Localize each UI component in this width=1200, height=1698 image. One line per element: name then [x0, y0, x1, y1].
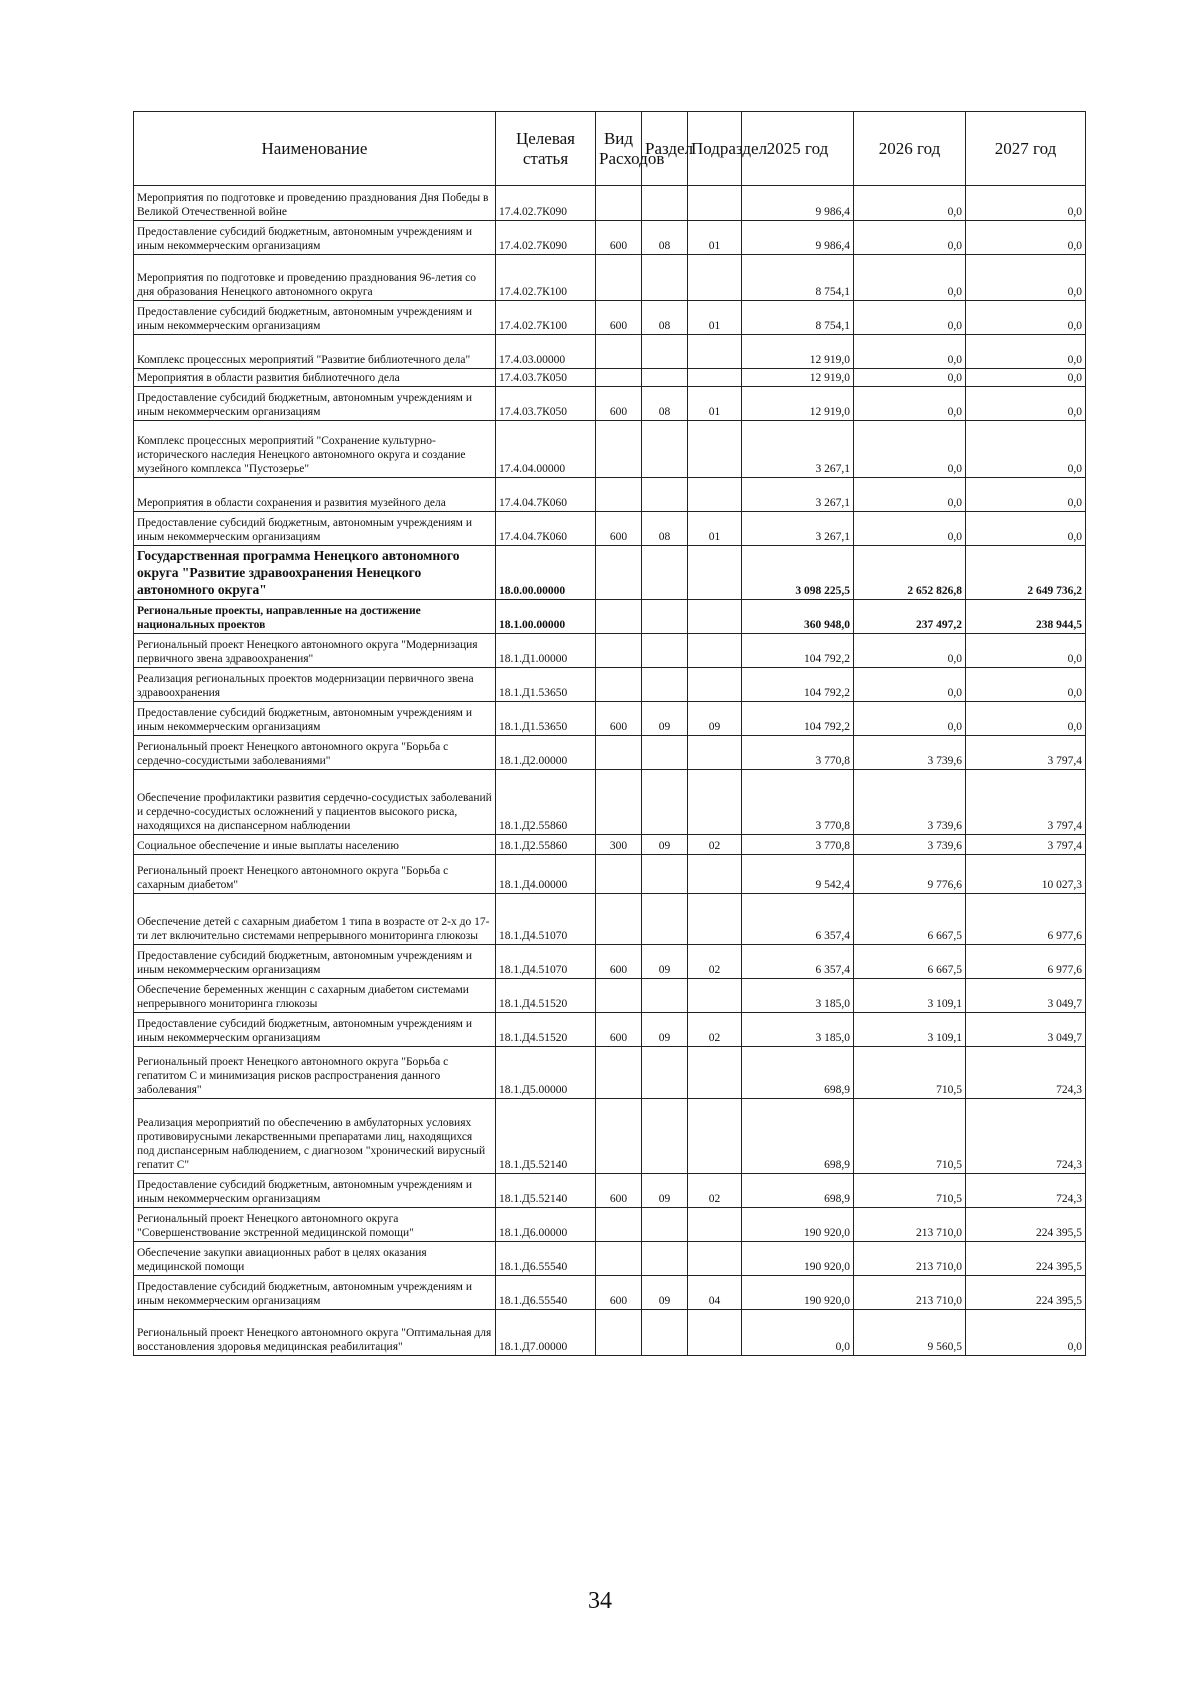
row-amount-2027: 0,0	[966, 186, 1086, 221]
row-expense-type: 600	[596, 1276, 642, 1310]
row-section	[642, 478, 688, 512]
row-subsection: 09	[688, 702, 742, 736]
row-target-article: 17.4.02.7К100	[496, 255, 596, 301]
row-subsection	[688, 894, 742, 945]
row-name: Обеспечение детей с сахарным диабетом 1 типа в возрасте от 2-х до 17-ти лет включительно системами непрерывного мониторинга глюкозы	[134, 894, 496, 945]
row-target-article: 17.4.04.00000	[496, 421, 596, 478]
row-subsection	[688, 634, 742, 668]
table-row	[134, 835, 1086, 855]
row-expense-type: 600	[596, 301, 642, 335]
row-section	[642, 1099, 688, 1174]
row-name: Предоставление субсидий бюджетным, автономным учреждениям и иным некоммерческим организациям	[134, 512, 496, 546]
row-amount-2025: 698,9	[742, 1174, 854, 1208]
row-subsection	[688, 1208, 742, 1242]
row-amount-2026: 0,0	[854, 668, 966, 702]
row-target-article: 18.1.Д1.53650	[496, 668, 596, 702]
row-amount-2027: 724,3	[966, 1047, 1086, 1099]
table-row	[134, 1047, 1086, 1099]
row-amount-2025: 3 098 225,5	[742, 546, 854, 600]
row-name: Мероприятия в области развития библиотечного дела	[134, 369, 496, 387]
row-name: Региональные проекты, направленные на достижение национальных проектов	[134, 600, 496, 634]
row-target-article: 18.1.Д2.55860	[496, 770, 596, 835]
row-name: Мероприятия по подготовке и проведению празднования Дня Победы в Великой Отечественной войне	[134, 186, 496, 221]
row-expense-type: 600	[596, 1174, 642, 1208]
row-subsection	[688, 335, 742, 369]
row-name: Региональный проект Ненецкого автономного округа "Борьба с сахарным диабетом"	[134, 855, 496, 894]
row-amount-2026: 0,0	[854, 301, 966, 335]
row-section	[642, 1208, 688, 1242]
row-target-article: 18.1.Д1.00000	[496, 634, 596, 668]
table-row	[134, 600, 1086, 634]
row-section	[642, 1242, 688, 1276]
table-row	[134, 855, 1086, 894]
row-section	[642, 894, 688, 945]
table-row	[134, 301, 1086, 335]
table-row	[134, 1242, 1086, 1276]
row-amount-2026: 0,0	[854, 221, 966, 255]
row-subsection	[688, 736, 742, 770]
row-subsection: 02	[688, 1013, 742, 1047]
row-amount-2026: 213 710,0	[854, 1208, 966, 1242]
row-amount-2026: 9 776,6	[854, 855, 966, 894]
table-row	[134, 421, 1086, 478]
row-amount-2026: 9 560,5	[854, 1310, 966, 1356]
row-expense-type	[596, 369, 642, 387]
row-section	[642, 634, 688, 668]
row-amount-2026: 2 652 826,8	[854, 546, 966, 600]
table-row	[134, 1208, 1086, 1242]
row-amount-2027: 3 049,7	[966, 1013, 1086, 1047]
row-subsection: 04	[688, 1276, 742, 1310]
row-amount-2027: 3 797,4	[966, 736, 1086, 770]
row-name: Региональный проект Ненецкого автономного округа "Оптимальная для восстановления здоровья медицинская реабилитация"	[134, 1310, 496, 1356]
row-target-article: 17.4.02.7К090	[496, 221, 596, 255]
row-amount-2026: 710,5	[854, 1099, 966, 1174]
row-name: Мероприятия в области сохранения и развития музейного дела	[134, 478, 496, 512]
row-amount-2027: 0,0	[966, 369, 1086, 387]
row-section	[642, 546, 688, 600]
row-subsection	[688, 600, 742, 634]
row-name: Предоставление субсидий бюджетным, автономным учреждениям и иным некоммерческим организациям	[134, 301, 496, 335]
row-expense-type	[596, 634, 642, 668]
table-row	[134, 736, 1086, 770]
row-name: Комплекс процессных мероприятий "Развитие библиотечного дела"	[134, 335, 496, 369]
row-expense-type	[596, 855, 642, 894]
row-amount-2027: 0,0	[966, 668, 1086, 702]
row-name: Государственная программа Ненецкого автономного округа "Развитие здравоохранения Ненецкого автономного округа"	[134, 546, 496, 600]
table-row	[134, 770, 1086, 835]
row-target-article: 18.1.Д6.55540	[496, 1276, 596, 1310]
row-subsection: 01	[688, 512, 742, 546]
row-amount-2025: 9 542,4	[742, 855, 854, 894]
row-amount-2027: 0,0	[966, 634, 1086, 668]
table-row	[134, 979, 1086, 1013]
row-expense-type: 300	[596, 835, 642, 855]
row-expense-type	[596, 668, 642, 702]
row-amount-2027: 0,0	[966, 301, 1086, 335]
row-subsection	[688, 478, 742, 512]
row-amount-2026: 0,0	[854, 478, 966, 512]
row-target-article: 18.1.Д2.00000	[496, 736, 596, 770]
row-amount-2026: 6 667,5	[854, 945, 966, 979]
row-name: Комплекс процессных мероприятий "Сохранение культурно-исторического наследия Ненецкого автономного округа и создание музейного комплекса "Пустозерье"	[134, 421, 496, 478]
row-target-article: 18.1.Д5.52140	[496, 1099, 596, 1174]
row-amount-2027: 0,0	[966, 1310, 1086, 1356]
row-amount-2027: 224 395,5	[966, 1208, 1086, 1242]
row-amount-2027: 2 649 736,2	[966, 546, 1086, 600]
row-expense-type	[596, 1208, 642, 1242]
row-section: 09	[642, 835, 688, 855]
row-name: Региональный проект Ненецкого автономного округа "Совершенствование экстренной медицинской помощи"	[134, 1208, 496, 1242]
row-target-article: 18.1.Д4.00000	[496, 855, 596, 894]
row-name: Предоставление субсидий бюджетным, автономным учреждениям и иным некоммерческим организациям	[134, 387, 496, 421]
row-amount-2026: 3 739,6	[854, 835, 966, 855]
table-row	[134, 1174, 1086, 1208]
row-amount-2026: 6 667,5	[854, 894, 966, 945]
row-amount-2026: 0,0	[854, 335, 966, 369]
row-subsection	[688, 979, 742, 1013]
row-target-article: 18.1.Д5.52140	[496, 1174, 596, 1208]
row-subsection	[688, 1242, 742, 1276]
row-target-article: 18.1.Д1.53650	[496, 702, 596, 736]
row-name: Региональный проект Ненецкого автономного округа "Модернизация первичного звена здравоохранения"	[134, 634, 496, 668]
row-subsection	[688, 546, 742, 600]
row-expense-type: 600	[596, 221, 642, 255]
row-amount-2026: 0,0	[854, 255, 966, 301]
row-subsection: 01	[688, 387, 742, 421]
row-target-article: 18.1.Д6.00000	[496, 1208, 596, 1242]
row-name: Региональный проект Ненецкого автономного округа "Борьба с гепатитом С и минимизация рисков распространения данного заболевания"	[134, 1047, 496, 1099]
row-amount-2027: 724,3	[966, 1099, 1086, 1174]
row-target-article: 18.1.00.00000	[496, 600, 596, 634]
row-amount-2025: 3 267,1	[742, 512, 854, 546]
row-expense-type	[596, 1099, 642, 1174]
row-expense-type	[596, 478, 642, 512]
row-section	[642, 421, 688, 478]
row-expense-type	[596, 770, 642, 835]
row-subsection	[688, 1047, 742, 1099]
row-target-article: 17.4.03.00000	[496, 335, 596, 369]
row-amount-2026: 3 739,6	[854, 736, 966, 770]
row-subsection	[688, 421, 742, 478]
row-subsection	[688, 1099, 742, 1174]
row-amount-2026: 0,0	[854, 512, 966, 546]
row-amount-2027: 6 977,6	[966, 894, 1086, 945]
page-number: 34	[588, 1588, 612, 1614]
row-section: 08	[642, 301, 688, 335]
table-row	[134, 668, 1086, 702]
row-subsection: 01	[688, 301, 742, 335]
table-row	[134, 186, 1086, 221]
row-section	[642, 855, 688, 894]
row-amount-2025: 8 754,1	[742, 301, 854, 335]
table-row	[134, 634, 1086, 668]
row-amount-2026: 237 497,2	[854, 600, 966, 634]
row-amount-2026: 3 739,6	[854, 770, 966, 835]
row-amount-2025: 8 754,1	[742, 255, 854, 301]
row-section	[642, 335, 688, 369]
row-amount-2025: 9 986,4	[742, 186, 854, 221]
table-row	[134, 387, 1086, 421]
row-section	[642, 255, 688, 301]
row-expense-type	[596, 186, 642, 221]
row-target-article: 18.1.Д7.00000	[496, 1310, 596, 1356]
row-name: Предоставление субсидий бюджетным, автономным учреждениям и иным некоммерческим организациям	[134, 1013, 496, 1047]
row-amount-2027: 3 049,7	[966, 979, 1086, 1013]
row-expense-type: 600	[596, 387, 642, 421]
row-amount-2025: 3 770,8	[742, 770, 854, 835]
row-amount-2027: 10 027,3	[966, 855, 1086, 894]
row-amount-2025: 12 919,0	[742, 387, 854, 421]
row-name: Социальное обеспечение и иные выплаты населению	[134, 835, 496, 855]
row-target-article: 17.4.04.7К060	[496, 478, 596, 512]
row-amount-2026: 0,0	[854, 186, 966, 221]
row-target-article: 17.4.04.7К060	[496, 512, 596, 546]
row-target-article: 18.1.Д4.51070	[496, 945, 596, 979]
row-amount-2027: 0,0	[966, 387, 1086, 421]
row-target-article: 17.4.03.7К050	[496, 369, 596, 387]
header-year-2026: 2026 год	[854, 112, 966, 186]
table-row	[134, 546, 1086, 600]
row-amount-2027: 0,0	[966, 335, 1086, 369]
row-amount-2026: 3 109,1	[854, 979, 966, 1013]
table-row	[134, 478, 1086, 512]
row-section: 09	[642, 1276, 688, 1310]
row-amount-2025: 190 920,0	[742, 1276, 854, 1310]
table-row	[134, 702, 1086, 736]
row-expense-type: 600	[596, 1013, 642, 1047]
row-section	[642, 600, 688, 634]
row-amount-2026: 0,0	[854, 387, 966, 421]
row-amount-2027: 0,0	[966, 512, 1086, 546]
row-name: Предоставление субсидий бюджетным, автономным учреждениям и иным некоммерческим организациям	[134, 1174, 496, 1208]
row-target-article: 18.1.Д2.55860	[496, 835, 596, 855]
row-amount-2025: 6 357,4	[742, 945, 854, 979]
row-expense-type	[596, 1310, 642, 1356]
row-subsection	[688, 668, 742, 702]
row-amount-2025: 104 792,2	[742, 668, 854, 702]
row-section: 09	[642, 945, 688, 979]
row-amount-2025: 360 948,0	[742, 600, 854, 634]
header-year-2027: 2027 год	[966, 112, 1086, 186]
header-row	[134, 112, 1086, 186]
row-amount-2025: 104 792,2	[742, 702, 854, 736]
row-name: Обеспечение профилактики развития сердечно-сосудистых заболеваний и сердечно-сосудистых осложнений у пациентов высокого риска, находящихся на диспансерном наблюдении	[134, 770, 496, 835]
table-body	[134, 186, 1086, 1356]
row-section	[642, 668, 688, 702]
row-amount-2026: 0,0	[854, 421, 966, 478]
row-amount-2026: 710,5	[854, 1047, 966, 1099]
row-section: 09	[642, 1013, 688, 1047]
row-name: Предоставление субсидий бюджетным, автономным учреждениям и иным некоммерческим организациям	[134, 1276, 496, 1310]
row-amount-2026: 710,5	[854, 1174, 966, 1208]
row-amount-2027: 0,0	[966, 702, 1086, 736]
row-section	[642, 369, 688, 387]
row-section: 08	[642, 221, 688, 255]
row-subsection	[688, 770, 742, 835]
table-row	[134, 221, 1086, 255]
row-amount-2025: 3 185,0	[742, 1013, 854, 1047]
row-target-article: 17.4.03.7К050	[496, 387, 596, 421]
row-target-article: 17.4.02.7К100	[496, 301, 596, 335]
row-section	[642, 770, 688, 835]
row-expense-type	[596, 736, 642, 770]
row-amount-2025: 3 267,1	[742, 478, 854, 512]
row-amount-2027: 238 944,5	[966, 600, 1086, 634]
row-expense-type: 600	[596, 945, 642, 979]
row-amount-2026: 3 109,1	[854, 1013, 966, 1047]
row-target-article: 18.0.00.00000	[496, 546, 596, 600]
table-row	[134, 1276, 1086, 1310]
row-subsection	[688, 255, 742, 301]
row-expense-type	[596, 546, 642, 600]
header-subsection: Подраздел	[688, 112, 742, 186]
row-amount-2027: 3 797,4	[966, 835, 1086, 855]
row-expense-type	[596, 600, 642, 634]
header-expense-type: Вид Расходов	[596, 112, 642, 186]
row-amount-2025: 3 770,8	[742, 835, 854, 855]
row-section	[642, 979, 688, 1013]
row-amount-2027: 0,0	[966, 221, 1086, 255]
table-row	[134, 335, 1086, 369]
table-row	[134, 1099, 1086, 1174]
row-subsection: 02	[688, 1174, 742, 1208]
row-amount-2025: 190 920,0	[742, 1208, 854, 1242]
row-name: Предоставление субсидий бюджетным, автономным учреждениям и иным некоммерческим организациям	[134, 221, 496, 255]
row-subsection: 01	[688, 221, 742, 255]
row-amount-2027: 0,0	[966, 255, 1086, 301]
row-expense-type	[596, 894, 642, 945]
row-name: Мероприятия по подготовке и проведению празднования 96-летия со дня образования Ненецкого автономного округа	[134, 255, 496, 301]
row-amount-2025: 12 919,0	[742, 369, 854, 387]
row-expense-type	[596, 421, 642, 478]
row-expense-type	[596, 335, 642, 369]
row-target-article: 18.1.Д5.00000	[496, 1047, 596, 1099]
row-section: 08	[642, 512, 688, 546]
row-expense-type	[596, 1047, 642, 1099]
row-subsection	[688, 186, 742, 221]
table-row	[134, 945, 1086, 979]
row-name: Региональный проект Ненецкого автономного округа "Борьба с сердечно-сосудистыми заболеваниями"	[134, 736, 496, 770]
row-amount-2025: 104 792,2	[742, 634, 854, 668]
row-section: 09	[642, 702, 688, 736]
row-expense-type	[596, 979, 642, 1013]
row-amount-2025: 3 185,0	[742, 979, 854, 1013]
row-name: Реализация мероприятий по обеспечению в амбулаторных условиях противовирусными лекарственными препаратами лиц, находящихся под диспансерным наблюдением, с диагнозом "хронический вирусный гепатит С"	[134, 1099, 496, 1174]
row-section: 09	[642, 1174, 688, 1208]
table-row	[134, 1013, 1086, 1047]
row-name: Реализация региональных проектов модернизации первичного звена здравоохранения	[134, 668, 496, 702]
row-subsection	[688, 369, 742, 387]
row-amount-2026: 0,0	[854, 702, 966, 736]
row-section	[642, 186, 688, 221]
row-subsection	[688, 1310, 742, 1356]
row-subsection: 02	[688, 945, 742, 979]
row-amount-2026: 213 710,0	[854, 1276, 966, 1310]
row-amount-2025: 3 267,1	[742, 421, 854, 478]
table-row	[134, 894, 1086, 945]
row-amount-2027: 724,3	[966, 1174, 1086, 1208]
table-row	[134, 369, 1086, 387]
row-section	[642, 1310, 688, 1356]
header-year-2025: 2025 год	[742, 112, 854, 186]
row-section	[642, 1047, 688, 1099]
row-amount-2025: 698,9	[742, 1047, 854, 1099]
row-target-article: 18.1.Д4.51520	[496, 1013, 596, 1047]
table-row	[134, 255, 1086, 301]
row-amount-2025: 3 770,8	[742, 736, 854, 770]
row-subsection	[688, 855, 742, 894]
row-expense-type: 600	[596, 512, 642, 546]
row-section	[642, 736, 688, 770]
row-expense-type	[596, 1242, 642, 1276]
row-target-article: 18.1.Д4.51520	[496, 979, 596, 1013]
row-name: Предоставление субсидий бюджетным, автономным учреждениям и иным некоммерческим организациям	[134, 702, 496, 736]
row-expense-type	[596, 255, 642, 301]
row-amount-2027: 3 797,4	[966, 770, 1086, 835]
row-target-article: 18.1.Д4.51070	[496, 894, 596, 945]
table-row	[134, 512, 1086, 546]
header-section: Раздел	[642, 112, 688, 186]
row-amount-2027: 224 395,5	[966, 1242, 1086, 1276]
header-name: Наименование	[134, 112, 496, 186]
row-expense-type: 600	[596, 702, 642, 736]
row-target-article: 17.4.02.7К090	[496, 186, 596, 221]
budget-table	[133, 111, 1086, 1356]
row-amount-2027: 0,0	[966, 478, 1086, 512]
table-row	[134, 1310, 1086, 1356]
row-name: Обеспечение беременных женщин с сахарным диабетом системами непрерывного мониторинга глюкозы	[134, 979, 496, 1013]
row-name: Предоставление субсидий бюджетным, автономным учреждениям и иным некоммерческим организациям	[134, 945, 496, 979]
header-target-article: Целевая статья	[496, 112, 596, 186]
row-amount-2025: 190 920,0	[742, 1242, 854, 1276]
row-amount-2025: 0,0	[742, 1310, 854, 1356]
row-amount-2026: 0,0	[854, 369, 966, 387]
row-amount-2026: 0,0	[854, 634, 966, 668]
row-amount-2025: 12 919,0	[742, 335, 854, 369]
row-name: Обеспечение закупки авиационных работ в целях оказания медицинской помощи	[134, 1242, 496, 1276]
row-amount-2025: 698,9	[742, 1099, 854, 1174]
row-amount-2026: 213 710,0	[854, 1242, 966, 1276]
row-section: 08	[642, 387, 688, 421]
row-amount-2025: 9 986,4	[742, 221, 854, 255]
row-amount-2027: 0,0	[966, 421, 1086, 478]
row-amount-2027: 6 977,6	[966, 945, 1086, 979]
row-amount-2025: 6 357,4	[742, 894, 854, 945]
row-subsection: 02	[688, 835, 742, 855]
row-amount-2027: 224 395,5	[966, 1276, 1086, 1310]
row-target-article: 18.1.Д6.55540	[496, 1242, 596, 1276]
